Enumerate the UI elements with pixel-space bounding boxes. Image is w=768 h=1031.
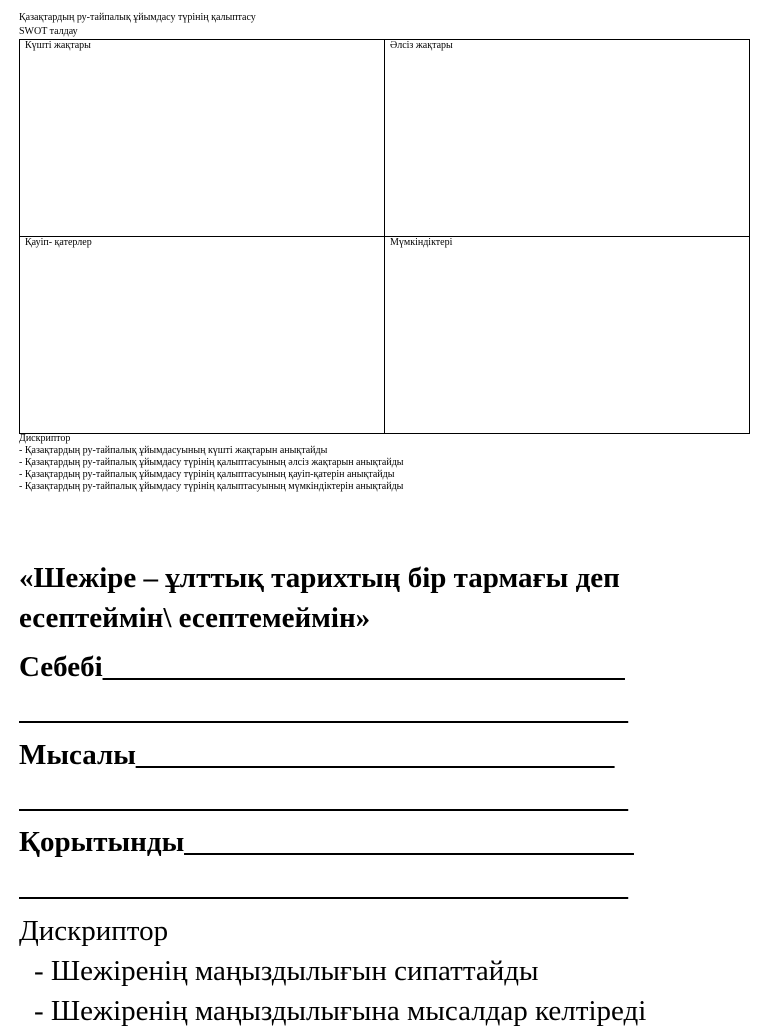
descriptor-small-item: - Қазақтардың ру-тайпалық ұйымдасу түрінің қалыптасуының мүмкіндіктерін анықтайды	[19, 481, 404, 492]
descriptor-large-item: - Шежіренің маңыздылығына мысалдар келтіреді	[34, 995, 647, 1027]
essay-prompt: «Шежіре – ұлттық тарихтың бір тармағы деп есептеймін\ есептемеймін»	[19, 562, 620, 634]
blank-answer-line[interactable]: __________________________________________	[19, 694, 628, 726]
descriptor-large-heading: Дискриптор	[19, 915, 169, 947]
descriptor-small-item: - Қазақтардың ру-тайпалық ұйымдасу түрінің қалыптасуының қауіп-қатерін анықтайды	[19, 469, 395, 480]
descriptor-large	[19, 911, 646, 1031]
descriptor-small-heading: Дискриптор	[19, 433, 71, 444]
swot-opportunities-cell[interactable]	[385, 237, 750, 434]
swot-strengths-label: Күшті жақтары	[25, 40, 91, 51]
blank-answer-line[interactable]: __________________________________________	[19, 870, 628, 902]
swot-strengths-cell[interactable]	[20, 40, 385, 237]
swot-threats-cell[interactable]	[20, 237, 385, 434]
swot-weaknesses-label: Әлсіз жақтары	[390, 40, 453, 51]
descriptor-large-item: - Шежіренің маңыздылығын сипаттайды	[34, 955, 539, 987]
descriptor-small	[19, 433, 404, 493]
blank-answer-line[interactable]: __________________________________________	[19, 782, 628, 814]
descriptor-small-item: - Қазақтардың ру-тайпалық ұйымдасу түрінің қалыптасуының әлсіз жақтарын анықтайды	[19, 457, 404, 468]
worksheet-title: Қазақтардың ру-тайпалық ұйымдасу түрінің қалыптасу	[19, 12, 256, 23]
worksheet-subtitle: SWOT талдау	[19, 26, 78, 37]
swot-threats-label: Қауіп- қатерлер	[25, 237, 92, 248]
swot-opportunities-label: Мүмкіндіктері	[390, 237, 453, 248]
reason-line[interactable]: Себебі____________________________________	[19, 651, 625, 683]
swot-table	[19, 39, 750, 434]
conclusion-line[interactable]: Қорытынды_______________________________	[19, 826, 634, 858]
descriptor-small-item: - Қазақтардың ру-тайпалық ұйымдасуының күшті жақтарын анықтайды	[19, 445, 328, 456]
example-line[interactable]: Мысалы_________________________________	[19, 739, 615, 771]
swot-weaknesses-cell[interactable]	[385, 40, 750, 237]
